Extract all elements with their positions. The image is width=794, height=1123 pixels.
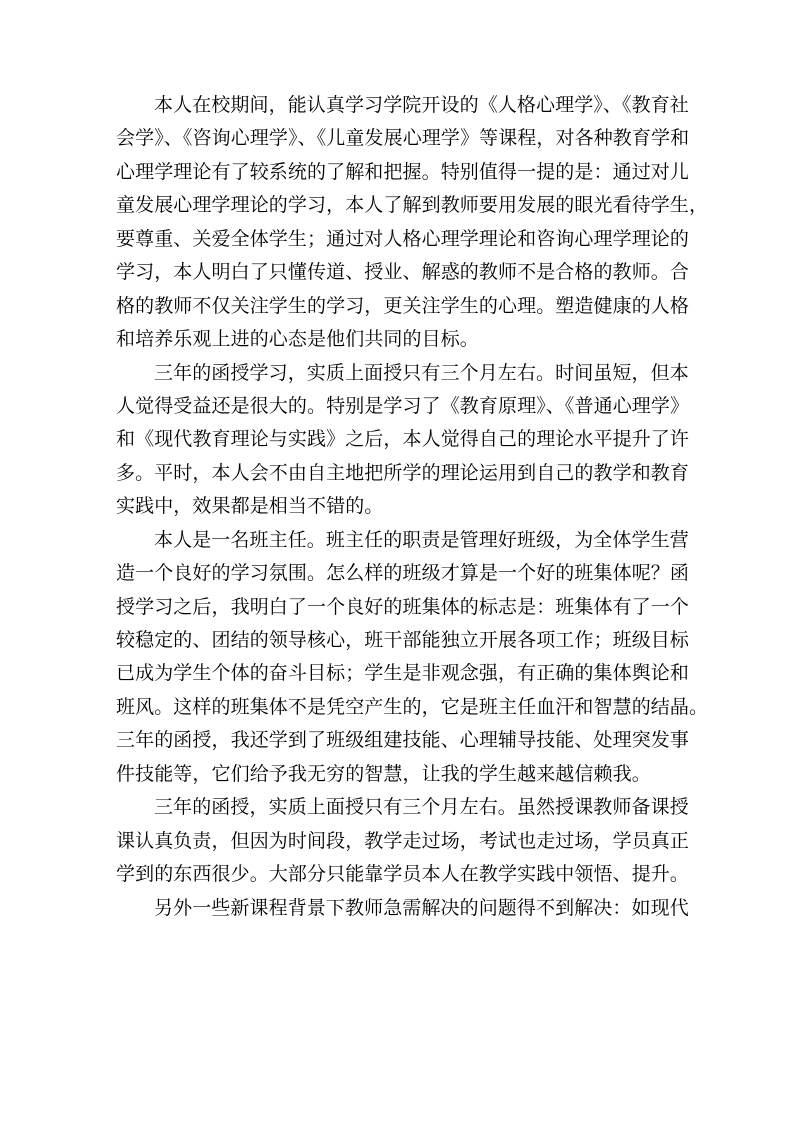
paragraph <box>116 791 690 891</box>
paragraph-line: 和《现代教育理论与实践》之后，本人觉得自己的理论水平提升了许 <box>116 428 690 451</box>
paragraph-line: 另外一些新课程背景下教师急需解决的问题得不到解决：如现代 <box>154 896 689 919</box>
paragraph-line: 本人是一名班主任。班主任的职责是管理好班级，为全体学生营 <box>154 528 689 551</box>
paragraph-line: 三年的函授学习，实质上面授只有三个月左右。时间虽短，但本 <box>154 361 689 384</box>
paragraph-line: 心理学理论有了较系统的了解和把握。特别值得一提的是：通过对儿 <box>116 160 690 183</box>
paragraph-line: 和培养乐观上进的心态是他们共同的目标。 <box>116 328 479 351</box>
paragraph-line: 学到的东西很少。大部分只能靠学员本人在教学实践中领悟、提升。 <box>116 863 690 886</box>
paragraph-line: 格的教师不仅关注学生的学习，更关注学生的心理。塑造健康的人格 <box>116 294 690 317</box>
paragraph-line: 已成为学生个体的奋斗目标；学生是非观念强，有正确的集体舆论和 <box>116 662 690 685</box>
paragraph-line: 三年的函授，实质上面授只有三个月左右。虽然授课教师备课授 <box>154 796 689 819</box>
paragraph-line: 班风。这样的班集体不是凭空产生的，它是班主任血汗和智慧的结晶。 <box>116 695 709 718</box>
paragraph-line: 三年的函授，我还学到了班级组建技能、心理辅导技能、处理突发事 <box>116 729 690 752</box>
paragraph-line: 较稳定的、团结的领导核心，班干部能独立开展各项工作；班级目标 <box>116 629 690 651</box>
paragraph <box>116 357 690 524</box>
paragraph-line: 造一个良好的学习氛围。怎么样的班级才算是一个好的班集体呢？函 <box>116 562 690 585</box>
document-body <box>116 89 709 925</box>
paragraph <box>116 524 709 792</box>
paragraph <box>116 892 689 925</box>
paragraph-line: 学习，本人明白了只懂传道、授业、解惑的教师不是合格的教师。合 <box>116 261 690 284</box>
paragraph-line: 要尊重、关爱全体学生；通过对人格心理学理论和咨询心理学理论的 <box>116 227 690 250</box>
paragraph-line: 件技能等，它们给予我无穷的智慧，让我的学生越来越信赖我。 <box>116 762 651 785</box>
paragraph-line: 多。平时，本人会不由自主地把所学的理论运用到自己的教学和教育 <box>116 461 690 484</box>
paragraph-line: 本人在校期间，能认真学习学院开设的《人格心理学》、《教育社 <box>154 94 689 116</box>
paragraph-line: 会学》、《咨询心理学》、《儿童发展心理学》等课程，对各种教育学和 <box>116 127 690 150</box>
paragraph-line: 课认真负责，但因为时间段，教学走过场，考试也走过场，学员真正 <box>116 829 690 852</box>
paragraph-line: 人觉得受益还是很大的。特别是学习了《教育原理》、《普通心理学》 <box>116 394 690 417</box>
paragraph-line: 童发展心理学理论的学习，本人了解到教师要用发展的眼光看待学生， <box>116 194 709 217</box>
paragraph-line: 实践中，效果都是相当不错的。 <box>116 495 384 518</box>
paragraph <box>116 89 709 357</box>
paragraph-line: 授学习之后，我明白了一个良好的班集体的标志是：班集体有了一个 <box>116 595 690 618</box>
